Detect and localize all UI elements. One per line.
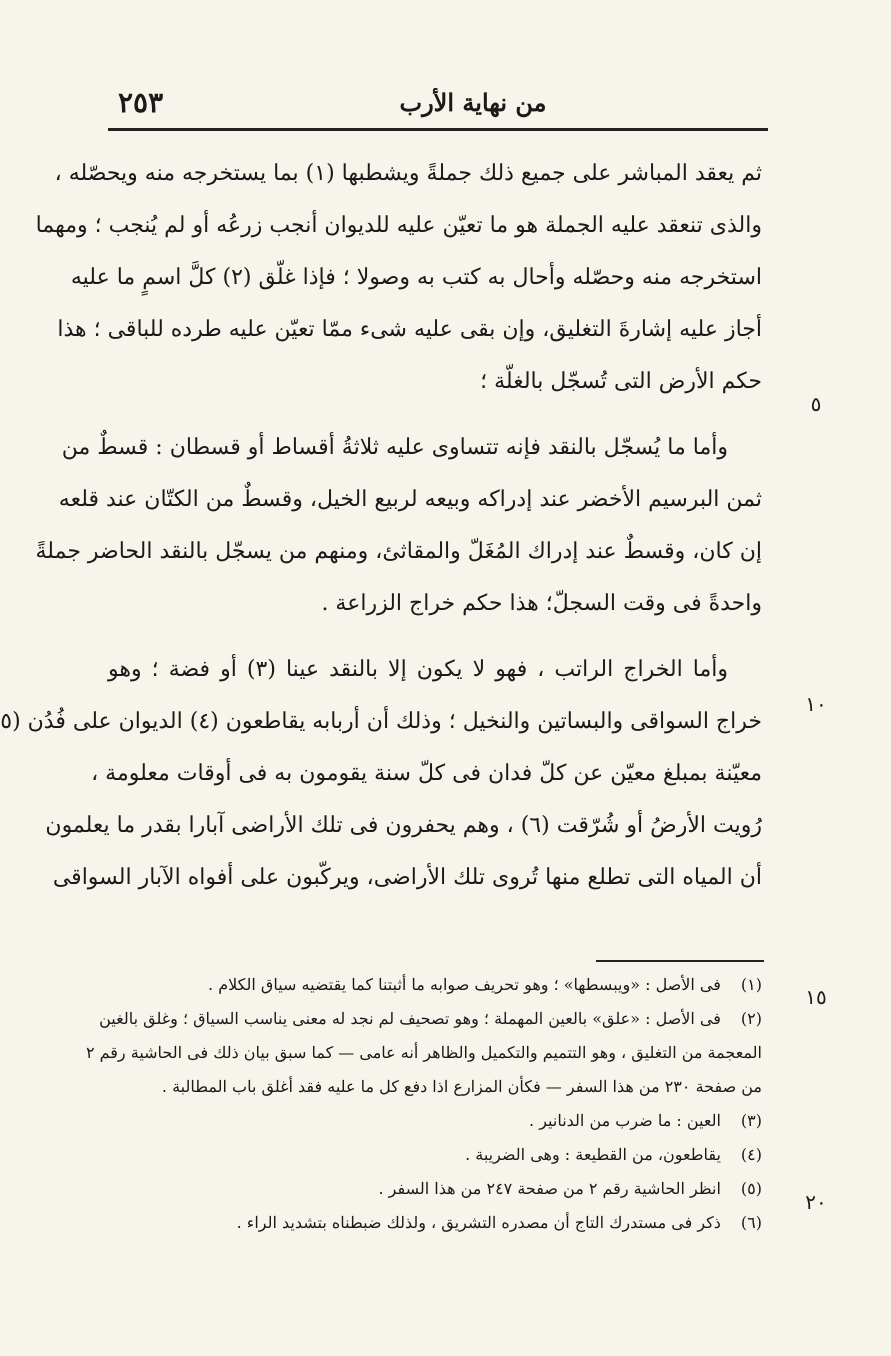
footnotes	[85, 968, 762, 1240]
footnote-text: فى الأصل : «ويبسطها» ؛ وهو تحريف صوابه ما أثبتنا كما يقتضيه سياق الكلام .	[208, 975, 721, 994]
line-number-10: ١٠	[805, 692, 827, 716]
footnote-text: ذكر فى مستدرك التاج أن مصدره التشريق ، ولذلك ضبطناه بتشديد الراء .	[236, 1213, 721, 1232]
footnote-number: (١)	[740, 975, 762, 994]
footnote	[100, 1172, 762, 1206]
text-line: ثمن البرسيم الأخضر عند إدراكه وبيعه لربيع الخيل، وقسطٌ من الكتّان عند قلعه	[58, 487, 762, 512]
footnote-continuation	[100, 1070, 762, 1104]
footnote-text: فى الأصل : «علق» بالعين المهملة ؛ وهو تصحيف لم نجد له معنى يناسب السياق ؛ وغلق بالغين	[99, 1009, 721, 1028]
footnote-text: يقاطعون، من القطيعة : وهى الضريبة .	[465, 1145, 721, 1164]
text-line: رُويت الأرضُ أو شُرّقت (٦) ، وهم يحفرون فى تلك الأراضى آبارا بقدر ما يعلمون	[45, 813, 762, 838]
text-line: وأما الخراج الراتب ، فهو لا يكون إلا بالنقد عينا (٣) أو فضة ؛ وهو	[108, 657, 729, 682]
paragraph-gap	[108, 630, 762, 644]
line-number-20: ٢٠	[805, 1190, 827, 1214]
text-line: أن المياه التى تطلع منها تُروى تلك الأراضى، ويركّبون على أفواه الآبار السواقى	[52, 865, 762, 890]
text-line: استخرجه منه وحصّله وأحال به كتب به وصولا ؛ فإذا غلّق (٢) كلَّ اسمٍ ما عليه	[70, 265, 762, 290]
footnote-number: (٤)	[740, 1145, 762, 1164]
text-line: معيّنة بمبلغ معيّن عن كلّ فدان فى كلّ سنة يقومون به فى أوقات معلومة ،	[91, 761, 762, 786]
page-number: ٢٥٣	[118, 86, 164, 119]
footnote-number: (٢)	[740, 1009, 762, 1028]
text-line: إن كان، وقسطٌ عند إدراك المُغَلّ والمقاثئ، ومنهم من يسجّل بالنقد الحاضر جملةً	[35, 539, 762, 564]
header-rule	[108, 128, 768, 131]
text-line: والذى تنعقد عليه الجملة هو ما تعيّن عليه للديوان أنجب زرعُه أو لم يُنجب ؛ ومهما	[35, 213, 762, 238]
page-header	[108, 86, 768, 126]
text-line: واحدةً فى وقت السجلّ؛ هذا حكم خراج الزراعة .	[321, 591, 762, 616]
text-line: أجاز عليه إشارةَ التغليق، وإن بقى عليه شىء ممّا تعيّن عليه طرده للباقى ؛ هذا	[57, 317, 762, 342]
running-title: من نهاية الأرب	[399, 88, 547, 117]
footnote-number: (٣)	[740, 1111, 762, 1130]
footnote	[100, 1138, 762, 1172]
text-line: ثم يعقد المباشر على جميع ذلك جملةً ويشطبها (١) بما يستخرجه منه ويحصّله ،	[54, 161, 762, 186]
footnote-rule	[596, 960, 764, 962]
footnote-text: العين : ما ضرب من الدنانير .	[529, 1111, 721, 1130]
line-number-15: ١٥	[805, 985, 827, 1009]
footnote-number: (٦)	[740, 1213, 762, 1232]
footnote	[100, 1206, 762, 1240]
text-line: حكم الأرض التى تُسجّل بالغلّة ؛	[480, 369, 762, 394]
paragraph-gap	[108, 408, 762, 422]
footnote-continuation	[85, 1036, 762, 1070]
footnote	[100, 1002, 762, 1036]
main-text	[0, 148, 762, 904]
text-line: وأما ما يُسجّل بالنقد فإنه تتساوى عليه ثلاثةُ أقساط أو قسطان : قسطٌ من	[61, 435, 728, 460]
footnote-text: المعجمة من التغليق ، وهو التتميم والتكميل والظاهر أنه عامى — كما سبق بيان ذلك فى الحاشية رقم ٢	[85, 1043, 762, 1062]
footnote-number: (٥)	[740, 1179, 762, 1198]
footnote-text: من صفحة ٢٣٠ من هذا السفر — فكأن المزارع اذا دفع كل ما عليه فقد أغلق باب المطالبة .	[161, 1077, 762, 1096]
footnote	[100, 1104, 762, 1138]
footnote	[100, 968, 762, 1002]
text-line: خراج السواقى والبساتين والنخيل ؛ وذلك أن أربابه يقاطعون (٤) الديوان على فُدُن (٥	[0, 709, 762, 734]
line-number-5: ٥	[810, 392, 822, 416]
footnote-text: انظر الحاشية رقم ٢ من صفحة ٢٤٧ من هذا السفر .	[378, 1179, 721, 1198]
